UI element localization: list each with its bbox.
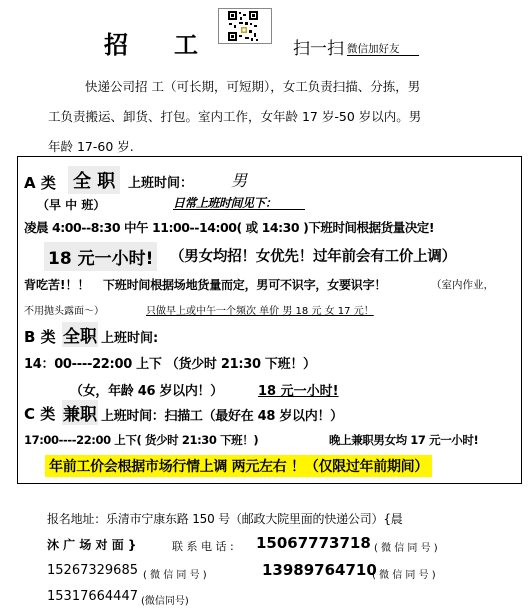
section-b-worktime-label: 上班时间: [101,331,159,346]
section-a-hours: 凌晨 4:00--8:30 中午 11:00--14:00( 或 14:30 )下班时间根据货量决定! [24,220,435,235]
intro-line-3: 年龄 17-60 岁. [48,139,134,154]
section-b-label: B 类 [24,328,56,346]
section-a-part-note: 只做早上或中午一个频次 单价 男 18 元 女 17 元！ [146,306,374,317]
phone-2-wechat: ( 微 信 同 号 ) [143,570,207,581]
section-a-worktime-label: 上班时间： [128,176,194,191]
address-line: 报名地址：乐清市宁康东路 150 号（邮政大院里面的快递公司）{晨 [47,512,403,526]
section-a-wage-note: （男女均招！女优先！过年前会有工价上调） [170,249,456,265]
price-raise-banner: 年前工价会根据市场行情上调 两元左右 ！（仅限过年前期间） [45,455,432,477]
section-c-hours: 17:00----22:00 上下( 货少时 21:30 下班！) [24,433,259,447]
section-a-daily-note: 日常上班时间见下： [173,196,277,210]
section-a-notice-body: 下班时间根据场地货量而定，男可不识字，女要识字！ [103,278,387,292]
wechat-add-label: 微信加好友 [347,43,400,55]
section-a-gender: 男 [231,171,248,190]
section-a-label: A 类 [24,174,56,192]
phone-1: 15067773718 [256,534,371,552]
section-c-label: C 类 [24,405,56,423]
intro-line-2: 工负责搬运、卸货、打包。室内工作，女年龄 17 岁-50 岁以内。男 [48,109,422,124]
wechat-add-underline [347,55,419,56]
section-a-type: 全 职 [68,166,120,194]
section-a-no-public: 不用抛头露面～） [24,306,104,317]
section-b-wage: 18 元一小时! [258,384,339,399]
phone-2: 15267329685 [47,563,138,578]
daily-note-underline [173,209,305,210]
phone-label: 联 系 电 话 : [172,540,234,553]
address-line-2: 沐 广 场 对 面 } [47,538,137,552]
section-a-shift: （早 中 班） [37,198,106,212]
title-char-gong: 工 [174,31,198,59]
section-a-notice-title: 背吃苦!！！ [24,278,90,292]
section-a-wage: 18 元一小时! [44,242,157,271]
section-b-type: 全职 [62,322,98,347]
section-c-type: 兼职 [62,400,98,425]
scan-label: 扫一扫 [293,39,344,59]
phone-3-wechat: ( 微 信 同 号 ) [372,570,436,581]
section-a-notice-paren: （室内作业， [431,279,494,291]
qr-code-image [218,8,272,44]
phone-4: 15317664447 [47,589,138,604]
title-char-zhao: 招 [104,31,128,59]
section-b-age-note: （女，年龄 46 岁以内！） [70,384,223,399]
section-b-hours: 14：00----22:00 上下 （货少时 21:30 下班！） [24,357,316,372]
phone-3: 13989764710 [262,561,377,579]
section-c-worktime-label: 上班时间：扫描工（最好在 48 岁以内！） [101,409,343,424]
intro-line-1: 快递公司招 工（可长期，可短期），女工负责扫描、分拣，男 [85,79,421,94]
section-c-night-note: 晚上兼职男女均 17 元一小时! [329,433,479,447]
phone-4-wechat: (微信同号) [141,596,189,607]
phone-1-wechat: ( 微 信 同 号 ) [374,543,438,554]
